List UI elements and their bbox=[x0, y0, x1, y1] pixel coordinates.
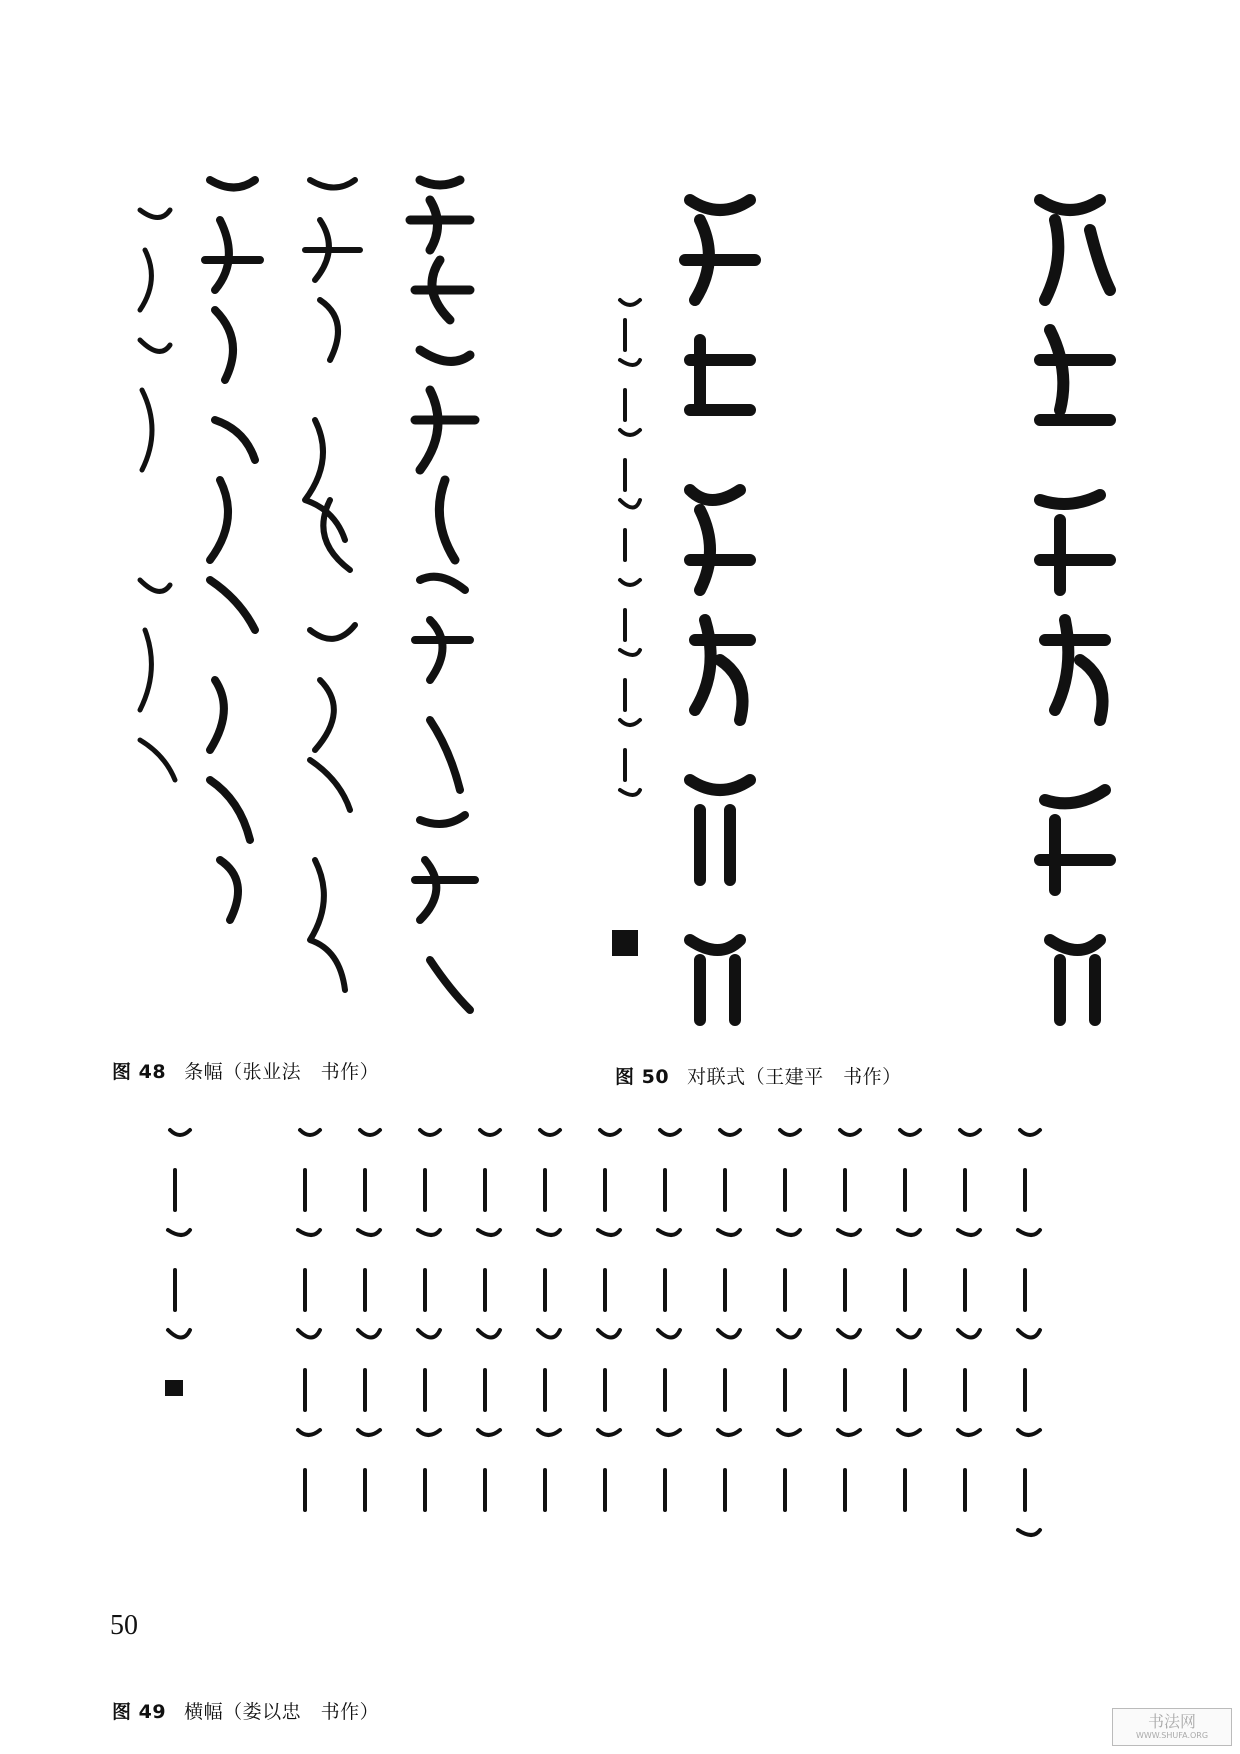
calligraphy-strokes bbox=[150, 1110, 1050, 1630]
calligraphy-strokes bbox=[130, 160, 500, 1040]
calligraphy-strokes bbox=[600, 160, 1140, 1040]
watermark-logo bbox=[1112, 1708, 1232, 1746]
page-number: 50 bbox=[110, 1610, 138, 1641]
calligraphy-artwork-fig48 bbox=[130, 160, 500, 1040]
calligraphy-artwork-fig49 bbox=[150, 1110, 1050, 1630]
figure-caption-49 bbox=[112, 1697, 379, 1724]
figure-title: 条幅（张业法 书作） bbox=[184, 1061, 380, 1083]
watermark-url: WWW.SHUFA.ORG bbox=[1135, 1731, 1209, 1740]
figure-caption-50 bbox=[615, 1062, 902, 1089]
figure-number: 图 48 bbox=[112, 1061, 167, 1083]
figure-number: 图 49 bbox=[112, 1701, 167, 1723]
figure-title: 横幅（娄以忠 书作） bbox=[184, 1701, 380, 1723]
figure-caption-48 bbox=[112, 1057, 379, 1084]
calligraphy-artwork-fig50 bbox=[600, 160, 1140, 1040]
watermark-title: 书法网 bbox=[1147, 1712, 1196, 1731]
figure-number: 图 50 bbox=[615, 1066, 670, 1088]
figure-title: 对联式（王建平 书作） bbox=[687, 1066, 902, 1088]
